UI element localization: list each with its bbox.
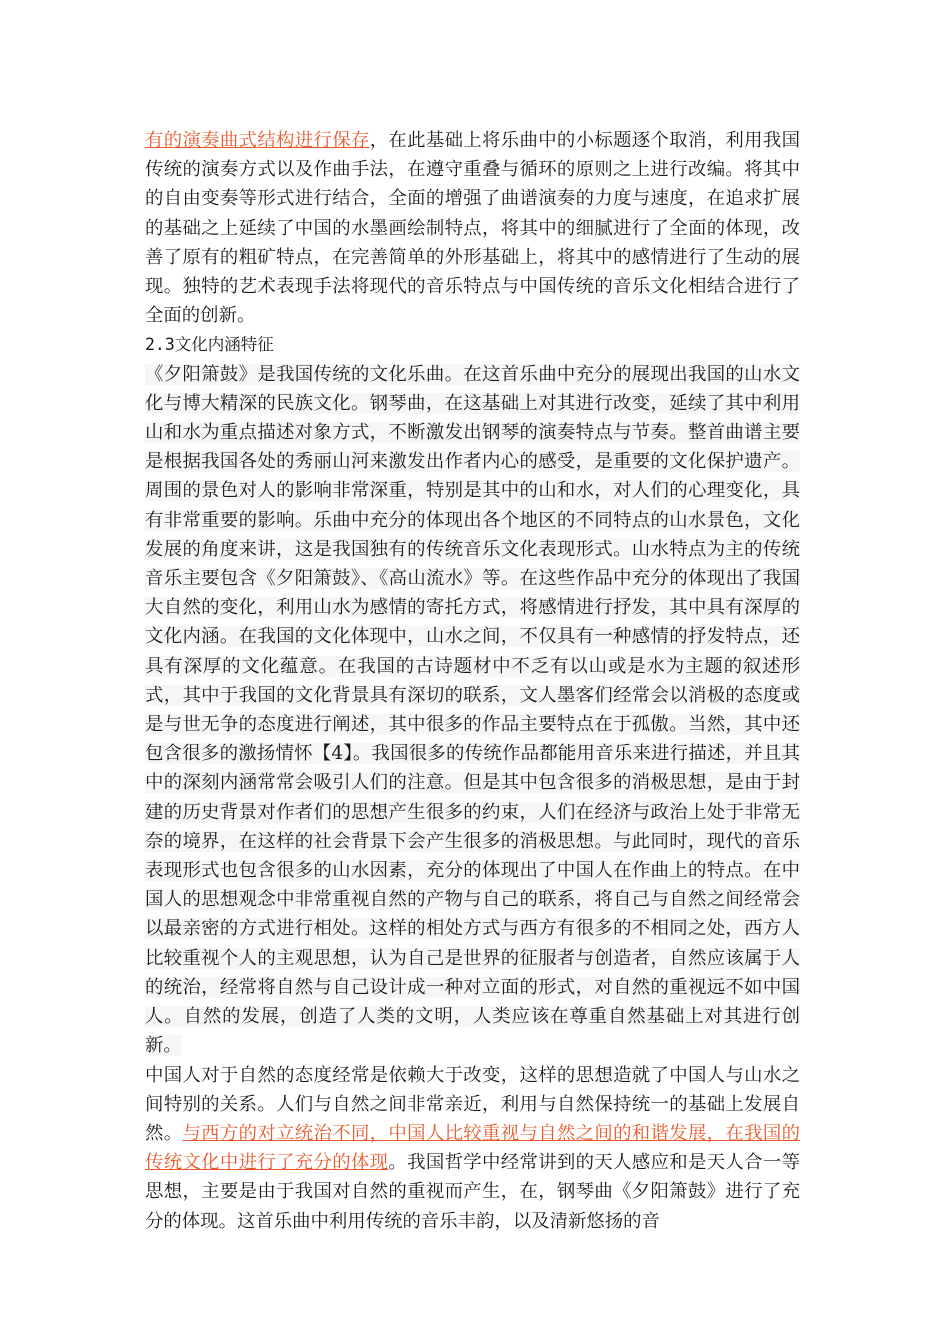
section-heading: 2.3文化内涵特征: [145, 335, 274, 355]
paragraph-2: [145, 360, 800, 1061]
flagged-text-1[interactable]: 有的演奏曲式结构进行保存: [145, 130, 370, 151]
paragraph-3-text-after: 。我国哲学中经常讲到的天人感应和是天人合一等思想，主要是由于我国对自然的重视而产生，在，钢琴曲《夕阳箫鼓》进行了充分的体现。这首乐曲中利用传统的音乐丰韵，以及清新悠扬的音: [145, 1152, 800, 1232]
paragraph-2-text: 《夕阳箫鼓》是我国传统的文化乐曲。在这首乐曲中充分的展现出我国的山水文化与博大精深的民族文化。钢琴曲，在这基础上对其进行改变，延续了其中利用山和水为重点描述对象方式，不断激发出钢琴的演奏特点与节奏。整首曲谱主要是根据我国各处的秀丽山河来激发出作者内心的感受，是重要的文化保护遗产。周围的景色对人的影响非常深重，特别是其中的山和水，对人们的心理变化，具有非常重要的影响。乐曲中充分的体现出各个地区的不同特点的山水景色，文化发展的角度来讲，这是我国独有的传统音乐文化表现形式。山水特点为主的传统音乐主要包含《夕阳箫鼓》、《高山流水》等。在这些作品中充分的体现出了我国大自然的变化，利用山水为感情的寄托方式，将感情进行抒发，其中具有深厚的文化内涵。在我国的文化体现中，山水之间，不仅具有一种感情的抒发特点，还具有深厚的文化蕴意。在我国的古诗题材中不乏有以山或是水为主题的叙述形式，其中于我国的文化背景具有深切的联系，文人墨客们经常会以消极的态度或是与世无争的态度进行阐述，其中很多的作品主要特点在于孤傲。当然，其中还包含很多的激扬情怀【4】。我国很多的传统作品都能用音乐来进行描述，并且其中的深刻内涵常常会吸引人们的注意。但是其中包含很多的消极思想，是由于封建的历史背景对作者们的思想产生很多的约束，人们在经济与政治上处于非常无奈的境界，在这样的社会背景下会产生很多的消极思想。与此同时，现代的音乐表现形式也包含很多的山水因素，充分的体现出了中国人在作曲上的特点。在中国人的思想观念中非常重视自然的产物与自己的联系，将自己与自然之间经常会以最亲密的方式进行相处。这样的相处方式与西方有很多的不相同之处，西方人比较重视个人的主观思想，认为自己是世界的征服者与创造者，自然应该属于人的统治，经常将自然与自己设计成一种对立面的形式，对自然的重视远不如中国人。自然的发展，创造了人类的文明，人类应该在尊重自然基础上对其进行创新。: [145, 363, 800, 1057]
paragraph-3: [145, 1061, 800, 1236]
paragraph-1: [145, 126, 800, 330]
paragraph-3-text-before: 中国人对于自然的态度经常是依赖大于改变，这样的思想造就了中国人与山水之间特别的关系。人们与自然之间非常亲近，利用与自然保持统一的基础上发展自然。: [145, 1064, 800, 1144]
paragraph-1-text: ，在此基础上将乐曲中的小标题逐个取消，利用我国传统的演奏方式以及作曲手法，在遵守重叠与循环的原则之上进行改编。将其中的自由变奏等形式进行结合，全面的增强了曲谱演奏的力度与速度，在追求扩展的基础之上延续了中国的水墨画绘制特点，将其中的细腻进行了全面的体现，改善了原有的粗矿特点，在完善简单的外形基础上，将其中的感情进行了生动的展现。独特的艺术表现手法将现代的音乐特点与中国传统的音乐文化相结合进行了全面的创新。: [145, 130, 800, 327]
flagged-text-2[interactable]: 与西方的对立统治不同，中国人比较重视与自然之间的和谐发展，在我国的传统文化中进行了充分的体现: [145, 1122, 800, 1174]
